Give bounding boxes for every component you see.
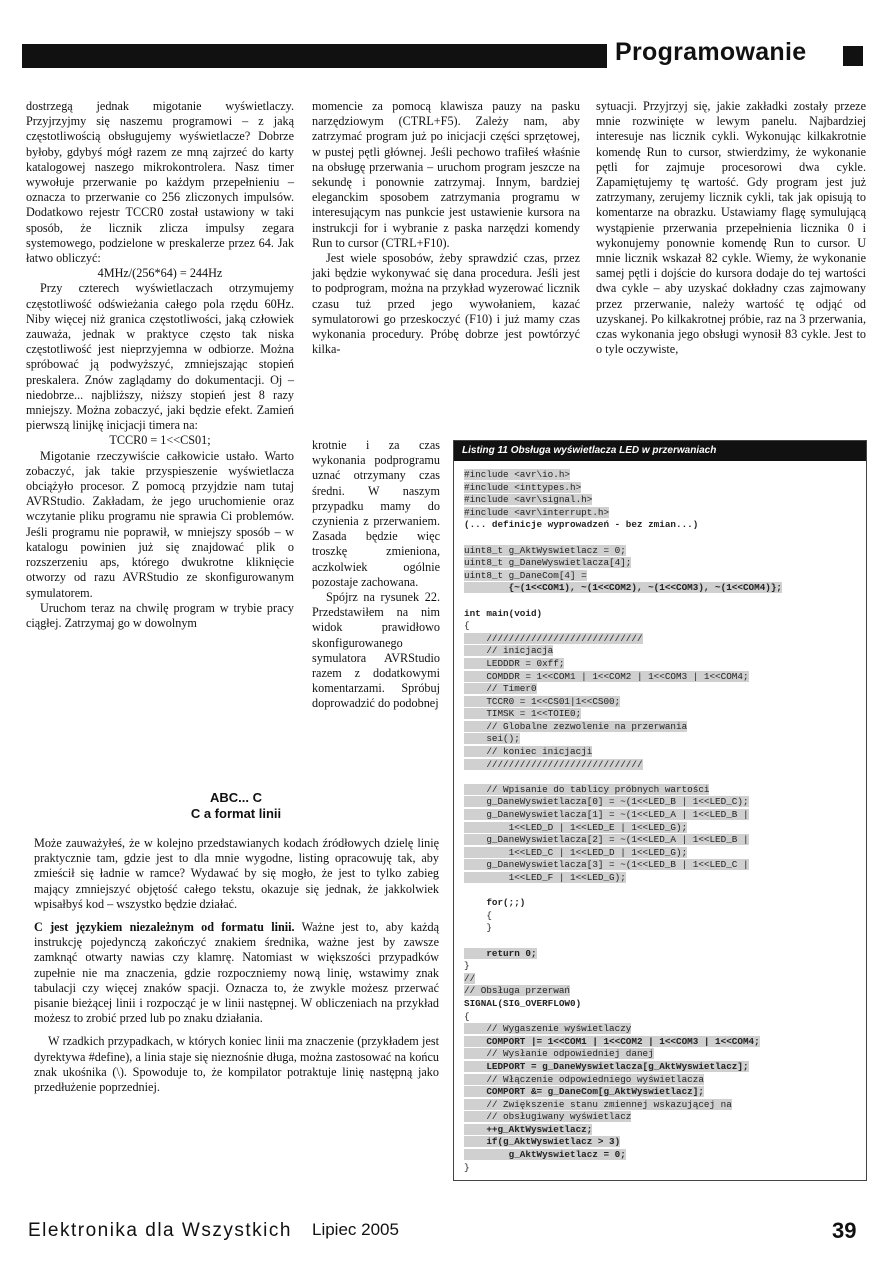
code-line: uint8_t g_DaneWyswietlacza[4]; xyxy=(464,557,632,569)
equation: 4MHz/(256*64) = 244Hz xyxy=(97,266,223,281)
code-line: //////////////////////////// xyxy=(464,632,643,644)
box-title-line-2: C a format linii xyxy=(190,806,282,821)
code-line: // Zwiększenie stanu zmiennej wskazującej na xyxy=(464,1098,732,1110)
code-line: // Wpisanie do tablicy próbnych wartości xyxy=(464,783,710,795)
box-text xyxy=(34,836,439,1095)
paragraph: krotnie i za czas wykonania podprogramu uznać otrzymany czas średni. W naszym przypadku mamy do czynienia z przerwaniem. Zasada będzie więc troszkę zmieniona, aczkolwiek ogólnie pozostaje zachowana. xyxy=(312,438,440,589)
code-line: LEDDDR = 0xff; xyxy=(464,657,565,669)
code-line: TIMSK = 1<<TOIE0; xyxy=(464,708,582,720)
code-line: } xyxy=(464,1161,470,1173)
code-line xyxy=(464,532,860,545)
paragraph: Przy czterech wyświetlaczach otrzymujemy częstotliwość odświeżania całego pola rzędu 60Hz. Niby więcej niż granica częstotliwości, jaką człowiek zauważa, jednak w praktyce często tak niska częstotliwość jest nieprzyjemna w odbiorze. Można spróbować ją podwyższyć, zmniejszając stopień preskalera. Znów zaglądamy do dokumentacji. Oj – niedobrze... najbliższy, niższy stopień jest 8 razy mniejszy. Można zobaczyć, jaki będzie efekt. Zamień pierwszą linijkę inicjacji timera na: xyxy=(26,281,294,433)
column-3 xyxy=(596,99,866,357)
box-bold-lead: C jest językiem niezależnym od formatu linii. xyxy=(34,920,295,935)
code-line: #include <avr\io.h> xyxy=(464,469,571,480)
code-line: 1<<LED_F | 1<<LED_G); xyxy=(464,872,626,883)
code-line: #include <avr\signal.h> xyxy=(464,494,593,506)
paragraph: dostrzegą jednak migotanie wyświetlaczy. Przyjrzyjmy się naszemu programowi – z jaką częstotliwością obsługujemy wyświetlacze? Dobrze byłoby, gdybyś mógł razem ze mną zajrzeć do karty katalogowej naszego mikrokontrolera. Nasz timer wywołuje przerwanie po każdym przepełnieniu – oznacza to przerwanie co 256 zliczonych impulsów. Dodatkowo rejestr TCCR0 został ustawiony w taki sposób, że licznik zlicza impulsy zegara systemowego, podzielone w preskalerze przez 64. Jak łatwo obliczyć: xyxy=(26,99,294,266)
box-paragraph: Może zauważyłeś, że w kolejno przedstawianych kodach źródłowych dzielę linię praktycznie tam, gdzie jest to dla mnie wygodne, listing opracowuję tak, aby zmieścił się ładnie w ramce? Wydawać by się mogło, że jest to tylko zabieg mający zmniejszyć objętość całego tekstu, okazuje się jednak, że jakkolwiek wpisałbyś kod – wszystko będzie działać. xyxy=(34,836,439,911)
code-line xyxy=(464,595,860,608)
code-line: LEDPORT = g_DaneWyswietlacza[g_AktWyswietlacz]; xyxy=(464,1060,749,1072)
code-line: // obsługiwany wyświetlacz xyxy=(464,1111,632,1123)
code-line: sei(); xyxy=(464,733,520,745)
code-line xyxy=(464,935,860,948)
box-title-line-1: ABC... C xyxy=(210,790,262,805)
code-line xyxy=(464,771,860,784)
page-number: 39 xyxy=(832,1218,857,1243)
code-line: } xyxy=(464,922,492,934)
code-line: //////////////////////////// xyxy=(464,758,643,770)
header-bar xyxy=(22,44,607,68)
code-line: for(;;) xyxy=(464,897,526,909)
column-2-narrow xyxy=(312,438,440,712)
code-line: ++g_AktWyswietlacz; xyxy=(464,1123,593,1135)
paragraph: Uruchom teraz na chwilę program w trybie pracy ciągłej. Zatrzymaj go w dowolnym xyxy=(26,600,294,630)
code-line: g_DaneWyswietlacza[3] = ~(1<<LED_B | 1<<LED_C | xyxy=(464,859,749,871)
code-line: uint8_t g_DaneCom[4] = xyxy=(464,569,587,581)
code-line: // Obsługa przerwań xyxy=(464,985,571,997)
code-line: g_DaneWyswietlacza[2] = ~(1<<LED_A | 1<<LED_B | xyxy=(464,834,749,846)
code-line: // xyxy=(464,972,476,984)
magazine-name: Elektronika dla Wszystkich xyxy=(28,1220,292,1241)
box-paragraph: W rzadkich przypadkach, w których koniec linii ma znaczenie (przykładem jest dyrektywa #define), a linia staje się nieznośnie długa, można zastosować na końcu znak ukośnika (\). Spowoduje to, że kompilator potraktuje linię następną jako przedłużenie poprzedniej. xyxy=(34,1034,439,1095)
paragraph: Spójrz na rysunek 22. Przedstawiłem na nim widok prawidłowo skonfigurowanego symulatora AVRStudio razem z dodatkowymi komentarzami. Spróbuj doprowadzić do podobnej xyxy=(312,590,440,711)
code-line xyxy=(464,885,860,898)
column-2 xyxy=(312,99,580,357)
code-line: { xyxy=(464,620,470,632)
code-line: COMDDR = 1<<COM1 | 1<<COM2 | 1<<COM3 | 1<<COM4; xyxy=(464,670,749,682)
code-line: int main(void) xyxy=(464,607,543,619)
equation: TCCR0 = 1<<CS01; xyxy=(109,433,211,448)
code-line: TCCR0 = 1<<CS01|1<<CS00; xyxy=(464,695,621,707)
code-line: (... definicje wyprowadzeń - bez zmian...) xyxy=(464,519,699,531)
code-line: #include <inttypes.h> xyxy=(464,481,582,493)
header-square xyxy=(843,46,863,66)
code-line: if(g_AktWyswietlacz > 3) xyxy=(464,1136,621,1148)
code-line: {~(1<<COM1), ~(1<<COM2), ~(1<<COM3), ~(1<<COM4)}; xyxy=(464,582,783,594)
code-line: g_AktWyswietlacz = 0; xyxy=(464,1149,626,1161)
code-line: // Wygaszenie wyświetlaczy xyxy=(464,1023,632,1035)
box-title xyxy=(26,790,446,822)
code-line: { xyxy=(464,1010,470,1022)
paragraph: Jest wiele sposobów, żeby sprawdzić czas, przez jaki będzie wykonywać się dana procedura. Jeśli jest to podprogram, można na przykład wyzerować licznik czasu tuż przed jego wywołaniem, kazać symulatorowi go przeskoczyć (F10) i już mamy czas wykonania procedury. Próbę dobrze jest powtórzyć kilka- xyxy=(312,251,580,357)
paragraph: Migotanie rzeczywiście całkowicie ustało. Warto zobaczyć, jak takie przyspieszenie wyświetlacza obciążyło procesor. Z pomocą przyjdzie nam tutaj AVRStudio. Zakładam, że jego uruchomienie oraz wczytanie pliku programu nie sprawia Ci problemów. Jeśli programu nie poprawił, w mniejszy sposób – w katalogu powinien już się znajdować plik o rozszerzeniu aps, którego dwukrotne kliknięcie otworzy od razu AVRStudio ze skonfigurowanym symulatorem. xyxy=(26,448,294,600)
code-line: // Globalne zezwolenie na przerwania xyxy=(464,720,688,732)
code-line: COMPORT &= g_DaneCom[g_AktWyswietlacz]; xyxy=(464,1086,704,1098)
paragraph: sytuacji. Przyjrzyj się, jakie zakładki zostały przeze mnie rozwinięte w lewym panelu. Najbardziej interesuje nas licznik cykli. Wykonując kilkakrotnie komendę Run to cursor, stwierdzimy, że wykonanie pętli for zajmuje procesorowi dwa cykle. Zapamiętujemy tę wartość. Gdy program jest już zatrzymany, zerujemy licznik cykli, tak jak opisują to komentarze na obrazku. Ustawiamy flagę symulującą wystąpienie przerwania przepełnienia licznika 0 i wykonujemy ponownie komendę Run to cursor. U mnie licznik wskazał 82 cykle. Wiemy, że wykonanie samej pętli i dojście do kursora dodaje do tej wartości dwa cykle – aby uzyskać dokładny czas zajmowany przez przerwanie, należy wartość tę odjąć od uzyskanej. Po kilkakrotnej próbie, raz na 3 przerwania, czas wykonania jego obsługi wynosił 83 cykle. Jest to o tyle oczywiste, xyxy=(596,99,866,357)
code-line: // Timer0 xyxy=(464,683,537,695)
issue-date: Lipiec 2005 xyxy=(312,1220,399,1239)
box-paragraph xyxy=(34,920,439,1026)
code-line: g_DaneWyswietlacza[0] = ~(1<<LED_B | 1<<LED_C); xyxy=(464,796,749,808)
footer xyxy=(0,1214,893,1254)
listing-code xyxy=(454,461,866,1174)
paragraph: momencie za pomocą klawisza pauzy na pasku narzędziowym (CTRL+F5). Zależy nam, aby zatrzymać program już po inicjacji części sprzętowej, w pustej pętli głównej. Jeśli pechowo trafiłeś właśnie na obsługę przerwania – uruchom program jeszcze na sekundę i ponownie zatrzymaj. Innym, bardziej eleganckim sposobem zatrzymania programu w interesującym nas punkcie jest ustawienie kursora na instrukcji for i wybranie z paska narzędzi komendy Run to cursor (CTRL+F10). xyxy=(312,99,580,250)
code-line: g_DaneWyswietlacza[1] = ~(1<<LED_A | 1<<LED_B | xyxy=(464,809,749,821)
listing-title: Listing 11 Obsługa wyświetlacza LED w przerwaniach xyxy=(454,441,866,461)
code-line: { xyxy=(464,909,492,921)
code-line: // Włączenie odpowiedniego wyświetlacza xyxy=(464,1073,704,1085)
section-title: Programowanie xyxy=(615,38,807,66)
column-1 xyxy=(26,99,294,631)
code-line: 1<<LED_D | 1<<LED_E | 1<<LED_G); xyxy=(464,821,688,833)
code-line: SIGNAL(SIG_OVERFLOW0) xyxy=(464,997,582,1009)
code-line: // Wysłanie odpowiedniej danej xyxy=(464,1048,654,1060)
code-line: } xyxy=(464,960,470,972)
code-line: // koniec inicjacji xyxy=(464,746,593,758)
code-listing xyxy=(453,440,867,1181)
code-line: // inicjacja xyxy=(464,645,554,657)
code-line: #include <avr\interrupt.h> xyxy=(464,506,610,518)
code-line: COMPORT |= 1<<COM1 | 1<<COM2 | 1<<COM3 | 1<<COM4; xyxy=(464,1035,760,1047)
code-line: return 0; xyxy=(464,947,537,959)
code-line: 1<<LED_C | 1<<LED_D | 1<<LED_G); xyxy=(464,846,688,858)
code-line: uint8_t g_AktWyswietlacz = 0; xyxy=(464,544,626,556)
box-paragraph-rest: Ważne jest to, aby każdą instrukcję pojedynczą zakończyć znakiem średnika, ważne jest by zawsze zamknąć otwarty nawias czy klamrę. Natomiast w większości przypadków zupełnie nie ma znaczenia, gdzie rozpoczniemy nową linię, wstawimy znak tabulacji czy więcej znaków spacji. Oznacza to, że zwykle możesz przerwać pisanie bieżącej linii i rozpocząć je w linii następnej. W obliczeniach na przykład możesz to zrobić przed lub po znaku działania. xyxy=(34,920,439,1026)
